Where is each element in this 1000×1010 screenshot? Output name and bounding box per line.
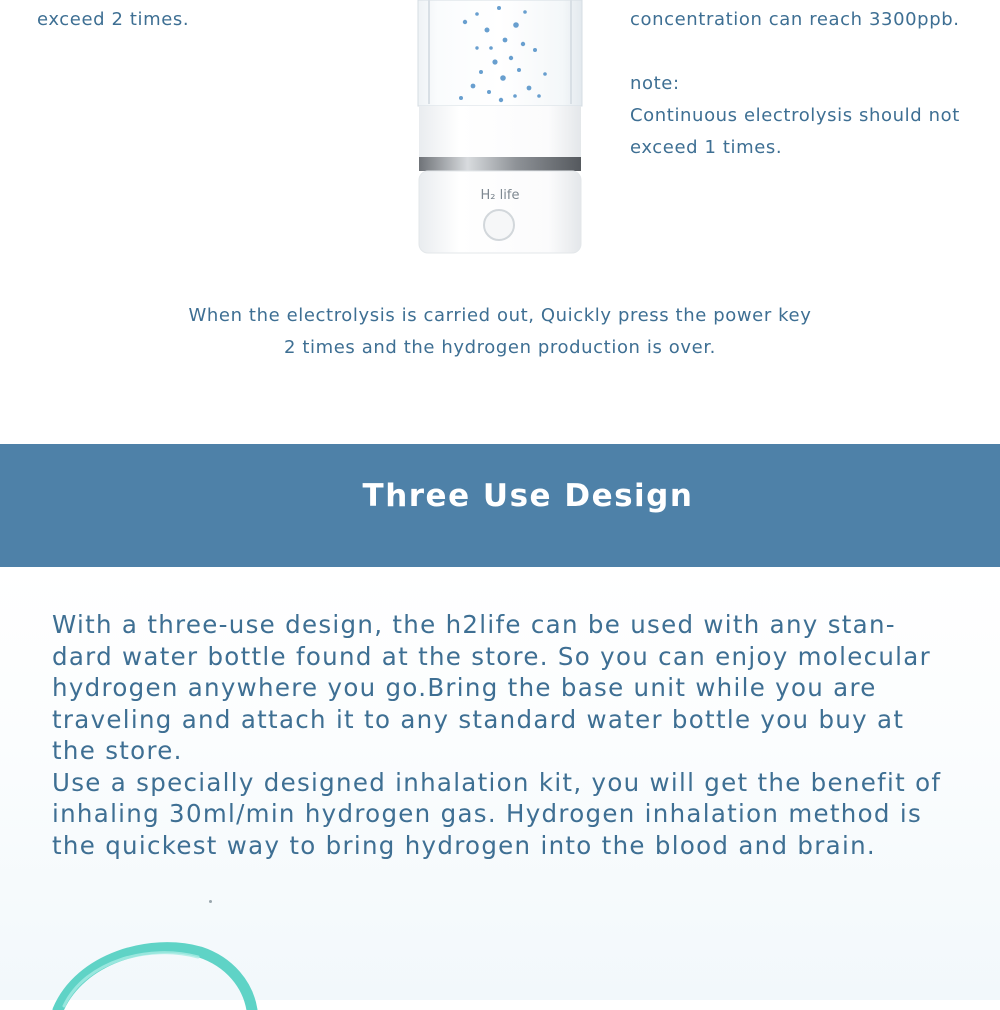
line-gap (630, 36, 1000, 68)
speck-dot (209, 900, 212, 903)
body-line: With a three-use design, the h2life can be used with any stan- (52, 610, 896, 639)
right-description (630, 4, 1000, 164)
operation-caption (0, 300, 1000, 364)
body-line: inhaling 30ml/min hydrogen gas. Hydrogen inhalation method is (52, 799, 923, 828)
bottle-logo: H₂ life (480, 188, 520, 203)
bottle-glass (418, 0, 582, 106)
right-line: exceed 1 times. (630, 137, 783, 158)
bottle-upper-base (419, 106, 581, 158)
body-line: Use a specially designed inhalation kit, you will get the benefit of (52, 767, 942, 797)
chrome-ring (419, 157, 581, 171)
hydrogen-bottle-image (415, 0, 585, 262)
caption-line: 2 times and the hydrogen production is over. (283, 337, 716, 358)
body-line: the store. (52, 736, 183, 765)
right-line: Continuous electrolysis should not (630, 105, 960, 126)
right-line: note: (630, 73, 680, 94)
inhalation-tube-image (40, 930, 270, 1010)
body-line: hydrogen anywhere you go.Bring the base unit while you are (52, 673, 877, 702)
body-line: the quickest way to bring hydrogen into the blood and brain. (52, 830, 876, 860)
section-title: Three Use Design (362, 478, 694, 514)
body-line: dard water bottle found at the store. So you can enjoy molecular (52, 641, 931, 671)
tube-highlight (64, 953, 198, 1006)
body-line: traveling and attach it to any standard water bottle you buy at (52, 704, 905, 734)
three-use-description (52, 609, 952, 861)
power-button-icon (484, 210, 514, 240)
right-line: concentration can reach 3300ppb. (630, 9, 960, 30)
left-description: exceed 2 times. (37, 9, 190, 30)
caption-line: When the electrolysis is carried out, Quickly press the power key (188, 305, 812, 326)
